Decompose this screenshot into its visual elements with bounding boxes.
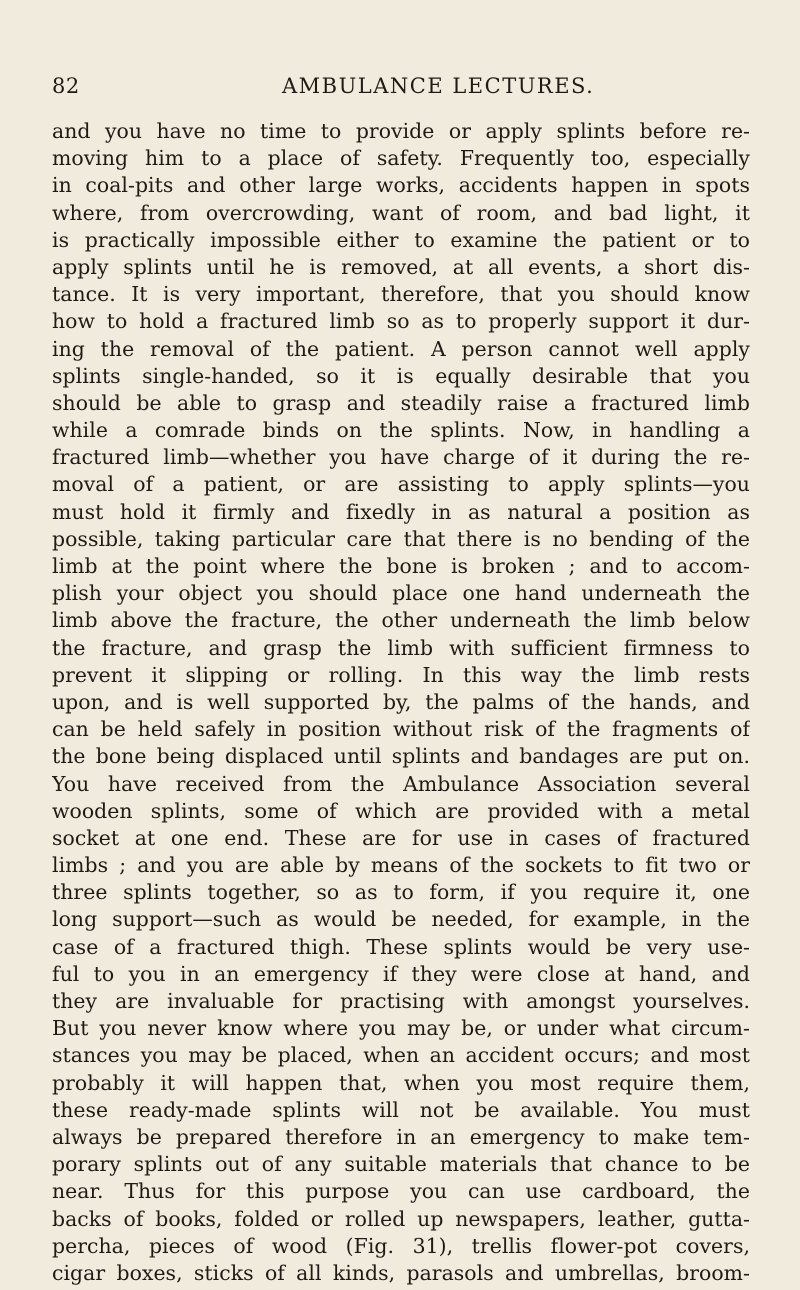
text-line: possible, taking particular care that there is no bending of the xyxy=(52,526,750,551)
text-line: case of a fractured thigh. These splints would be very use- xyxy=(52,934,750,959)
text-line: they are invaluable for practising with amongst yourselves. xyxy=(52,989,750,1013)
text-line: backs of books, folded or rolled up newspapers, leather, gutta- xyxy=(52,1206,750,1231)
text-line: is practically impossible either to examine the patient or to xyxy=(52,227,750,252)
text-line: moving him to a place of safety. Frequently too, especially xyxy=(52,146,750,171)
text-line: tance. It is very important, therefore, that you should know xyxy=(52,282,750,307)
text-line: percha, pieces of wood (Fig. 31), trellis flower-pot covers, xyxy=(52,1233,750,1258)
text-line: cigar boxes, sticks of all kinds, parasols and umbrellas, broom- xyxy=(52,1260,750,1285)
text-line: where, from overcrowding, want of room, and bad light, it xyxy=(52,200,750,225)
text-line: ing the removal of the patient. A person cannot well apply xyxy=(52,336,750,361)
text-line: how to hold a fractured limb so as to properly support it dur- xyxy=(52,309,750,334)
text-line: plish your object you should place one hand underneath the xyxy=(52,581,750,606)
text-line: ful to you in an emergency if they were close at hand, and xyxy=(52,961,750,986)
text-line: near. Thus for this purpose you can use cardboard, the xyxy=(52,1179,750,1204)
text-line: But you never know where you may be, or under what circum- xyxy=(52,1016,750,1041)
text-line: three splints together, so as to form, if you require it, one xyxy=(52,880,750,905)
text-line: in coal-pits and other large works, accidents happen in spots xyxy=(52,173,750,198)
text-line: must hold it firmly and fixedly in as natural a position as xyxy=(52,499,750,524)
text-line: moval of a patient, or are assisting to apply splints—you xyxy=(52,472,750,497)
running-head xyxy=(52,74,752,104)
text-line: the fracture, and grasp the limb with sufficient firmness to xyxy=(52,635,750,660)
text-line: these ready-made splints will not be available. You must xyxy=(52,1097,750,1122)
text-line: fractured limb—whether you have charge of it during the re- xyxy=(52,445,750,470)
text-line: prevent it slipping or rolling. In this way the limb rests xyxy=(52,662,750,687)
text-line: limb at the point where the bone is broken ; and to accom- xyxy=(52,554,750,578)
text-line: can be held safely in position without risk of the fragments of xyxy=(52,717,750,742)
text-line: limbs ; and you are able by means of the sockets to fit two or xyxy=(52,853,750,878)
text-line: and you have no time to provide or apply splints before re- xyxy=(52,119,750,143)
text-line: You have received from the Ambulance Association several xyxy=(52,771,750,796)
text-line: splints single-handed, so it is equally desirable that you xyxy=(52,363,750,388)
text-line: should be able to grasp and steadily raise a fractured limb xyxy=(52,390,750,415)
text-line: upon, and is well supported by, the palms of the hands, and xyxy=(52,689,750,714)
text-line: long support—such as would be needed, for example, in the xyxy=(52,907,750,932)
page-number: 82 xyxy=(52,74,80,98)
text-line: the bone being displaced until splints and bandages are put on. xyxy=(52,744,750,769)
body-text xyxy=(52,118,750,1287)
text-line: porary splints out of any suitable materials that chance to be xyxy=(52,1152,750,1177)
text-line: always be prepared therefore in an emergency to make tem- xyxy=(52,1124,750,1149)
text-line: wooden splints, some of which are provided with a metal xyxy=(52,798,750,823)
text-line: socket at one end. These are for use in cases of fractured xyxy=(52,825,750,850)
text-line: limb above the fracture, the other underneath the limb below xyxy=(52,608,750,633)
text-line: probably it will happen that, when you most require them, xyxy=(52,1070,750,1095)
text-line: while a comrade binds on the splints. Now, in handling a xyxy=(52,418,750,443)
text-line: apply splints until he is removed, at all events, a short dis- xyxy=(52,254,750,279)
running-head-title: AMBULANCE LECTURES. xyxy=(282,74,595,98)
text-line: stances you may be placed, when an accident occurs; and most xyxy=(52,1043,750,1068)
